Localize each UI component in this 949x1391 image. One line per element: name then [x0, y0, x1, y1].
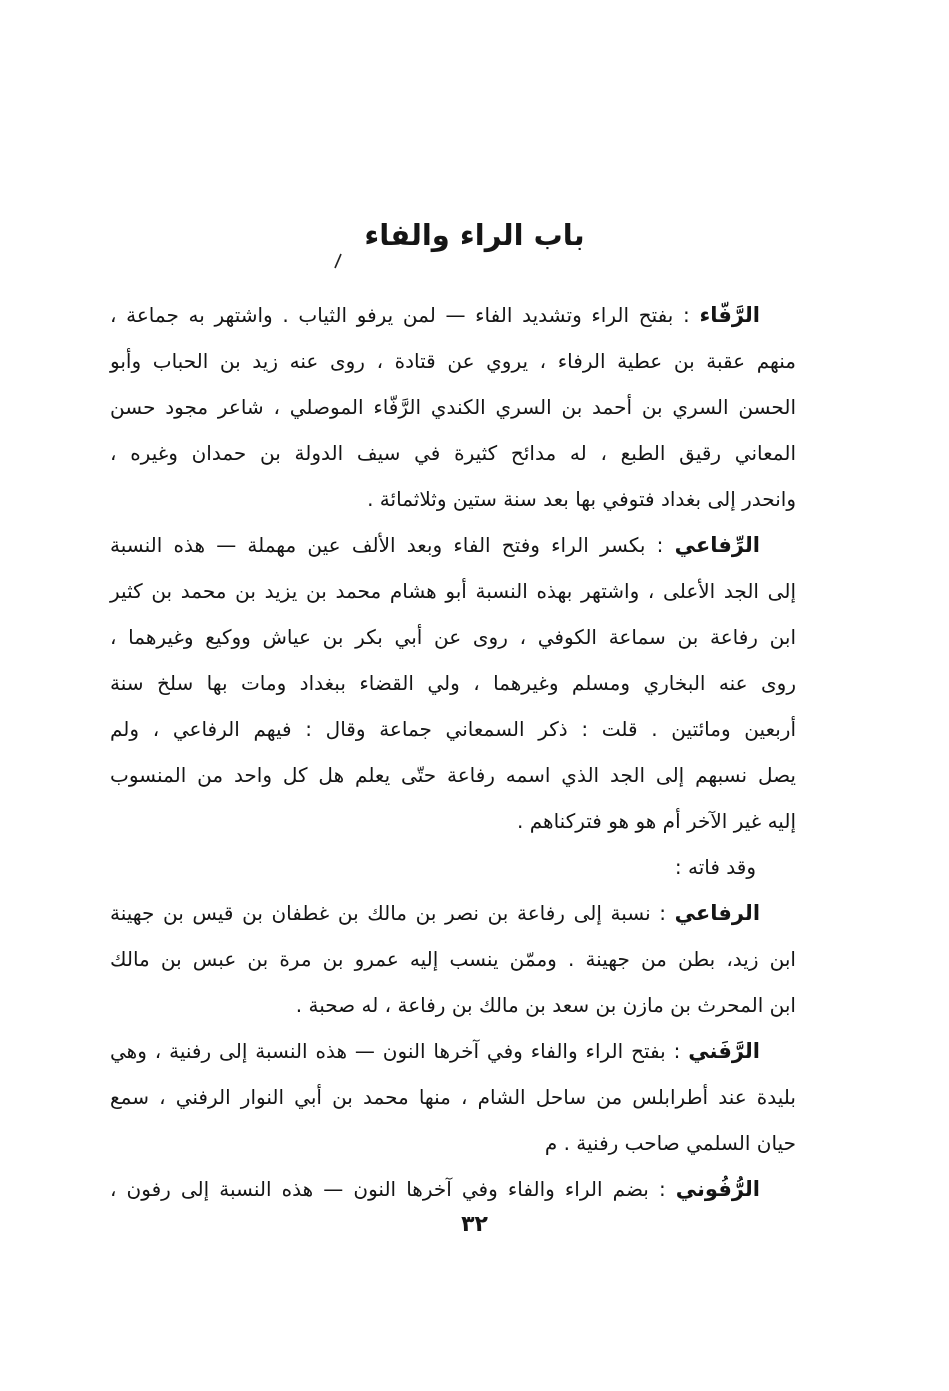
- entry-line: الحسن السري بن أحمد بن السري الكندي الرَّفّاء الموصلي ، شاعر مجود حسن: [110, 395, 796, 419]
- entry-text: : بضم الراء والفاء وفي آخرها النون — هذه النسبة إلى رفون ،: [110, 1177, 666, 1201]
- entry-term: الرَّفّاء: [699, 303, 760, 327]
- entry-text: : بكسر الراء وفتح الفاء وبعد الألف عين مهملة — هذه النسبة: [110, 533, 664, 557]
- addendum-note: [110, 844, 796, 890]
- entry-line: [110, 1028, 796, 1074]
- entry-term: الرُّفُوني: [675, 1177, 760, 1201]
- entry-alrafani: [110, 1028, 796, 1166]
- entry-line: وانحدر إلى بغداد فتوفي بها بعد سنة ستين وثلاثمائة .: [367, 487, 796, 511]
- entry-line: حيان السلمي صاحب رفنية . م: [544, 1131, 796, 1155]
- page-number: ٣٢: [461, 1212, 488, 1237]
- entry-line: يصل نسبهم إلى الجد الذي اسمه رفاعة حتّى يعلم هل كل واحد من المنسوب: [110, 763, 796, 787]
- entry-line: إليه غير الآخر أم هو هو فتركناهم .: [517, 809, 796, 833]
- dictionary-body: [110, 292, 796, 1212]
- entry-text: : بفتح الراء وتشديد الفاء — لمن يرفو الثياب . واشتهر به جماعة ،: [110, 303, 690, 327]
- entry-line: أربعين ومائتين . قلت : ذكر السمعاني جماعة وقال : فيهم الرفاعي ، ولم: [110, 717, 796, 741]
- entry-text: : نسبة إلى رفاعة بن نصر بن مالك بن غطفان بن قيس بن جهينة: [110, 901, 667, 925]
- entry-alraffa: [110, 292, 796, 522]
- entry-line: [110, 522, 796, 568]
- entry-term: الرَّفَني: [688, 1039, 760, 1063]
- entry-line: ابن المحرث بن مازن بن سعد بن مالك بن رفاعة ، له صحبة .: [295, 993, 796, 1017]
- entry-alrufuni: [110, 1166, 796, 1212]
- note-line: وقد فاته :: [674, 855, 756, 879]
- entry-line: [110, 890, 796, 936]
- entry-line: المعاني رقيق الطبع ، له مدائح كثيرة في سيف الدولة بن حمدان وغيره ،: [110, 441, 796, 465]
- entry-text: : بفتح الراء والفاء وفي آخرها النون — هذه النسبة إلى رفنية ، وهي: [110, 1039, 681, 1063]
- entry-line: [110, 1166, 796, 1212]
- entry-line: روى عنه البخاري ومسلم وغيرهما ، ولي القضاء ببغداد ومات بها سلخ سنة: [110, 671, 796, 695]
- entry-line: ابن زيد، بطن من جهينة . وممّن ينسب إليه عمرو بن مرة بن عبس بن مالك: [110, 947, 796, 971]
- entry-alrifai-addendum: [110, 890, 796, 1028]
- entry-alrifai: [110, 522, 796, 844]
- entry-line: بليدة عند أطرابلس من ساحل الشام ، منها محمد بن أبي النوار الرفني ، سمع: [110, 1085, 796, 1109]
- entry-line: ابن رفاعة بن سماعة الكوفي ، روى عن أبي بكر بن عياش ووكيع وغيرهما ،: [110, 625, 796, 649]
- chapter-title: باب الراء والفاء: [364, 218, 585, 252]
- entry-line: إلى الجد الأعلى ، واشتهر بهذه النسبة أبو هشام محمد بن يزيد بن محمد بن كثير: [110, 579, 796, 603]
- entry-term: الرِّفاعي: [674, 533, 760, 557]
- entry-line: منهم عقبة بن عطية الرفاء ، يروي عن قتادة ، روى عنه زيد بن الحباب وأبو: [110, 349, 796, 373]
- entry-line: [110, 292, 796, 338]
- entry-term: الرفاعي: [674, 901, 761, 925]
- ink-mark: [333, 253, 343, 269]
